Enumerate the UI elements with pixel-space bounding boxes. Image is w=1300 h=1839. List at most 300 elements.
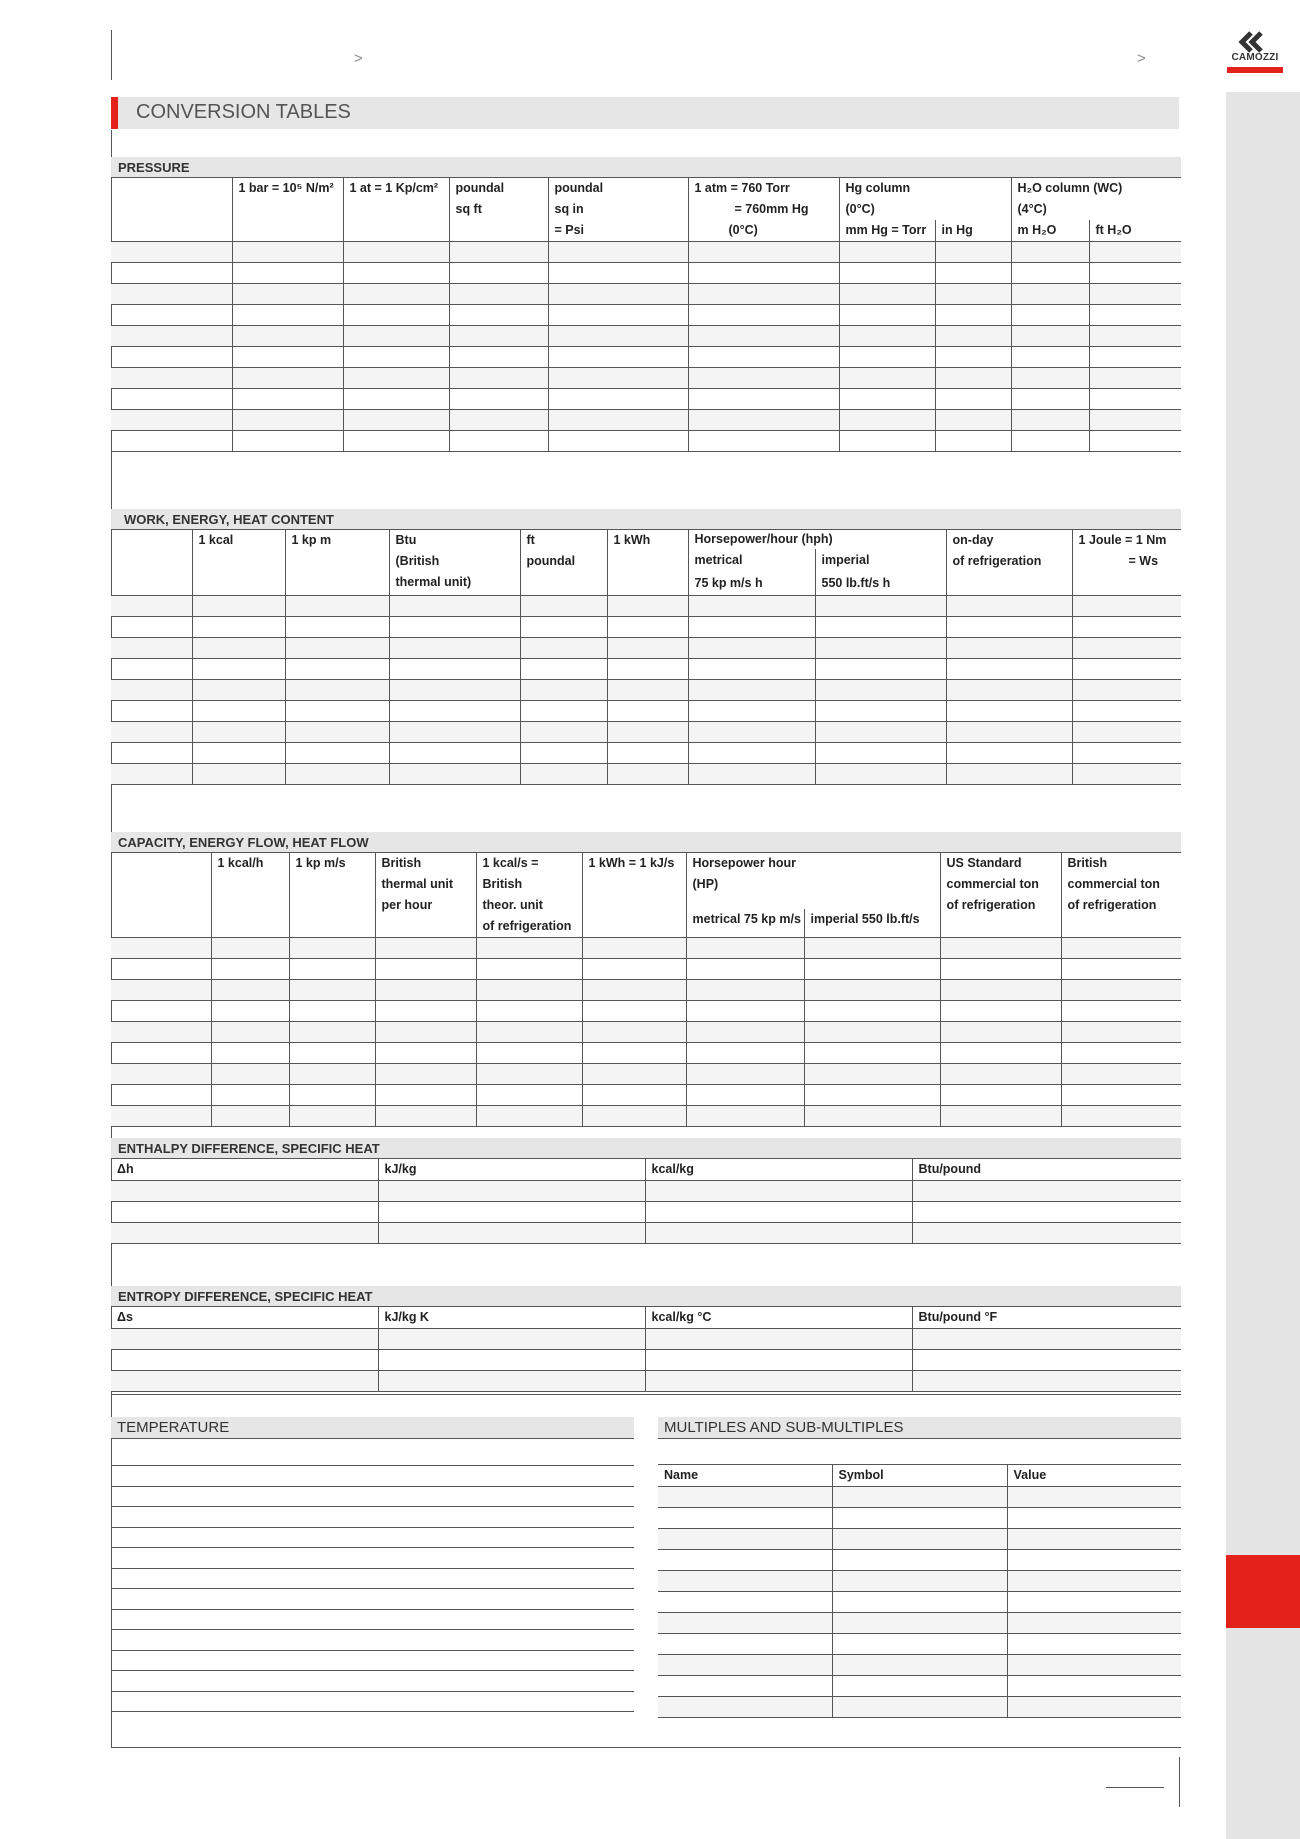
table-cell[interactable] [375,959,476,980]
table-cell[interactable] [832,1529,1007,1550]
table-cell[interactable] [1061,1106,1181,1127]
table-cell[interactable] [1007,1508,1181,1529]
table-cell[interactable] [1011,389,1089,410]
table-cell[interactable] [1089,389,1181,410]
table-cell[interactable] [375,980,476,1001]
table-cell[interactable] [935,368,1011,389]
table-cell[interactable] [1011,431,1089,452]
table-cell[interactable] [645,1350,912,1371]
table-cell[interactable] [111,1350,378,1371]
table-cell[interactable] [375,1001,476,1022]
table-cell[interactable] [832,1655,1007,1676]
table-cell[interactable] [1072,764,1181,785]
table-cell[interactable] [658,1487,832,1508]
table-cell[interactable] [935,410,1011,431]
table-cell[interactable] [935,389,1011,410]
table-cell[interactable] [940,959,1061,980]
table-cell[interactable] [111,596,192,617]
table-cell[interactable] [658,1634,832,1655]
table-cell[interactable] [607,596,688,617]
table-cell[interactable] [285,764,389,785]
table-cell[interactable] [548,347,688,368]
table-cell[interactable] [343,305,449,326]
table-cell[interactable] [111,617,192,638]
table-cell[interactable] [582,1106,686,1127]
table-cell[interactable] [1061,938,1181,959]
table-cell[interactable] [1011,305,1089,326]
table-cell[interactable] [686,959,804,980]
table-cell[interactable] [111,284,232,305]
table-cell[interactable] [232,368,343,389]
table-cell[interactable] [1007,1529,1181,1550]
table-cell[interactable] [1011,242,1089,263]
temperature-row-line[interactable] [111,1527,634,1528]
table-cell[interactable] [548,242,688,263]
table-cell[interactable] [582,938,686,959]
table-cell[interactable] [111,368,232,389]
table-cell[interactable] [548,326,688,347]
table-cell[interactable] [449,326,548,347]
table-cell[interactable] [389,680,520,701]
table-cell[interactable] [111,1371,378,1392]
table-cell[interactable] [548,305,688,326]
table-cell[interactable] [1007,1571,1181,1592]
table-cell[interactable] [658,1529,832,1550]
table-cell[interactable] [832,1487,1007,1508]
table-cell[interactable] [1089,284,1181,305]
table-cell[interactable] [658,1592,832,1613]
table-cell[interactable] [645,1371,912,1392]
table-cell[interactable] [839,326,935,347]
table-cell[interactable] [289,1085,375,1106]
table-cell[interactable] [1011,410,1089,431]
table-cell[interactable] [804,980,940,1001]
table-cell[interactable] [688,680,815,701]
table-cell[interactable] [686,938,804,959]
table-cell[interactable] [935,305,1011,326]
table-cell[interactable] [211,1106,289,1127]
table-cell[interactable] [285,743,389,764]
table-cell[interactable] [232,347,343,368]
table-cell[interactable] [449,347,548,368]
table-cell[interactable] [343,242,449,263]
table-cell[interactable] [548,389,688,410]
section-tab[interactable] [1226,1555,1300,1628]
table-cell[interactable] [343,431,449,452]
table-cell[interactable] [940,938,1061,959]
table-cell[interactable] [289,1022,375,1043]
table-cell[interactable] [946,638,1072,659]
table-cell[interactable] [839,263,935,284]
table-cell[interactable] [832,1592,1007,1613]
table-cell[interactable] [389,701,520,722]
table-cell[interactable] [946,659,1072,680]
table-cell[interactable] [111,326,232,347]
table-cell[interactable] [520,659,607,680]
table-cell[interactable] [686,1064,804,1085]
table-cell[interactable] [520,701,607,722]
table-cell[interactable] [804,1085,940,1106]
table-cell[interactable] [378,1371,645,1392]
table-cell[interactable] [815,701,946,722]
table-cell[interactable] [688,638,815,659]
temperature-row-line[interactable] [111,1547,634,1548]
table-cell[interactable] [832,1571,1007,1592]
table-cell[interactable] [111,242,232,263]
table-cell[interactable] [343,326,449,347]
table-cell[interactable] [111,764,192,785]
table-cell[interactable] [1061,1022,1181,1043]
table-cell[interactable] [645,1181,912,1202]
table-cell[interactable] [520,638,607,659]
table-cell[interactable] [111,680,192,701]
temperature-row-line[interactable] [111,1465,634,1466]
table-cell[interactable] [645,1202,912,1223]
table-cell[interactable] [289,959,375,980]
table-cell[interactable] [839,410,935,431]
temperature-row-line[interactable] [111,1609,634,1610]
table-cell[interactable] [935,326,1011,347]
table-cell[interactable] [476,1001,582,1022]
table-cell[interactable] [940,1022,1061,1043]
table-cell[interactable] [839,242,935,263]
table-cell[interactable] [1061,1085,1181,1106]
table-cell[interactable] [832,1613,1007,1634]
table-cell[interactable] [688,347,839,368]
table-cell[interactable] [607,701,688,722]
table-cell[interactable] [688,305,839,326]
table-cell[interactable] [449,368,548,389]
table-cell[interactable] [1007,1676,1181,1697]
table-cell[interactable] [520,596,607,617]
table-cell[interactable] [607,617,688,638]
table-cell[interactable] [389,659,520,680]
table-cell[interactable] [375,1022,476,1043]
table-cell[interactable] [375,1043,476,1064]
table-cell[interactable] [815,743,946,764]
table-cell[interactable] [1007,1613,1181,1634]
table-cell[interactable] [289,1043,375,1064]
table-cell[interactable] [449,389,548,410]
table-cell[interactable] [940,1043,1061,1064]
table-cell[interactable] [815,617,946,638]
table-cell[interactable] [285,701,389,722]
table-cell[interactable] [111,1001,211,1022]
table-cell[interactable] [211,1022,289,1043]
table-cell[interactable] [832,1508,1007,1529]
table-cell[interactable] [607,659,688,680]
table-cell[interactable] [658,1571,832,1592]
table-cell[interactable] [946,701,1072,722]
table-cell[interactable] [520,617,607,638]
table-cell[interactable] [832,1676,1007,1697]
temperature-row-line[interactable] [111,1711,634,1712]
table-cell[interactable] [804,938,940,959]
table-cell[interactable] [912,1202,1181,1223]
table-cell[interactable] [449,284,548,305]
table-cell[interactable] [658,1508,832,1529]
table-cell[interactable] [804,1022,940,1043]
table-cell[interactable] [343,410,449,431]
table-cell[interactable] [476,1043,582,1064]
table-cell[interactable] [1072,722,1181,743]
table-cell[interactable] [935,347,1011,368]
table-cell[interactable] [476,1064,582,1085]
table-cell[interactable] [520,722,607,743]
table-cell[interactable] [946,680,1072,701]
table-cell[interactable] [1072,617,1181,638]
table-cell[interactable] [832,1634,1007,1655]
table-cell[interactable] [232,242,343,263]
table-cell[interactable] [192,659,285,680]
table-cell[interactable] [940,1106,1061,1127]
table-cell[interactable] [688,617,815,638]
table-cell[interactable] [912,1350,1181,1371]
table-cell[interactable] [688,368,839,389]
table-cell[interactable] [1089,326,1181,347]
table-cell[interactable] [285,680,389,701]
table-cell[interactable] [476,959,582,980]
table-cell[interactable] [192,617,285,638]
table-cell[interactable] [935,284,1011,305]
table-cell[interactable] [1007,1550,1181,1571]
table-cell[interactable] [111,1106,211,1127]
table-cell[interactable] [607,638,688,659]
table-cell[interactable] [378,1223,645,1244]
table-cell[interactable] [192,722,285,743]
table-cell[interactable] [476,1022,582,1043]
table-cell[interactable] [1089,347,1181,368]
temperature-row-line[interactable] [111,1588,634,1589]
table-cell[interactable] [1089,410,1181,431]
table-cell[interactable] [688,764,815,785]
table-cell[interactable] [192,743,285,764]
table-cell[interactable] [946,596,1072,617]
table-cell[interactable] [111,701,192,722]
temperature-row-line[interactable] [111,1506,634,1507]
table-cell[interactable] [1061,1001,1181,1022]
table-cell[interactable] [940,980,1061,1001]
table-cell[interactable] [343,368,449,389]
table-cell[interactable] [343,347,449,368]
table-cell[interactable] [688,596,815,617]
table-cell[interactable] [232,284,343,305]
table-cell[interactable] [389,596,520,617]
table-cell[interactable] [1061,980,1181,1001]
table-cell[interactable] [111,1181,378,1202]
table-cell[interactable] [378,1329,645,1350]
table-cell[interactable] [375,938,476,959]
table-cell[interactable] [343,389,449,410]
table-cell[interactable] [192,680,285,701]
table-cell[interactable] [582,1022,686,1043]
table-cell[interactable] [582,1064,686,1085]
table-cell[interactable] [1007,1592,1181,1613]
table-cell[interactable] [111,347,232,368]
table-cell[interactable] [111,263,232,284]
table-cell[interactable] [804,1001,940,1022]
table-cell[interactable] [688,659,815,680]
table-cell[interactable] [449,431,548,452]
table-cell[interactable] [476,980,582,1001]
table-cell[interactable] [912,1371,1181,1392]
table-cell[interactable] [1011,326,1089,347]
table-cell[interactable] [111,980,211,1001]
table-cell[interactable] [289,1001,375,1022]
table-cell[interactable] [192,764,285,785]
table-cell[interactable] [1072,743,1181,764]
table-cell[interactable] [935,263,1011,284]
table-cell[interactable] [548,410,688,431]
table-cell[interactable] [940,1085,1061,1106]
table-cell[interactable] [658,1676,832,1697]
table-cell[interactable] [389,743,520,764]
table-cell[interactable] [688,284,839,305]
table-cell[interactable] [449,410,548,431]
table-cell[interactable] [688,263,839,284]
table-cell[interactable] [476,1085,582,1106]
table-cell[interactable] [815,659,946,680]
table-cell[interactable] [232,410,343,431]
table-cell[interactable] [232,431,343,452]
table-cell[interactable] [1089,263,1181,284]
table-cell[interactable] [1072,659,1181,680]
table-cell[interactable] [686,1001,804,1022]
table-cell[interactable] [232,305,343,326]
temperature-row-line[interactable] [111,1629,634,1630]
table-cell[interactable] [912,1181,1181,1202]
table-cell[interactable] [688,410,839,431]
table-cell[interactable] [285,638,389,659]
table-cell[interactable] [111,410,232,431]
table-cell[interactable] [688,743,815,764]
table-cell[interactable] [211,1085,289,1106]
table-cell[interactable] [688,701,815,722]
table-cell[interactable] [1007,1487,1181,1508]
table-cell[interactable] [211,1064,289,1085]
table-cell[interactable] [1089,368,1181,389]
table-cell[interactable] [192,701,285,722]
table-cell[interactable] [111,638,192,659]
table-cell[interactable] [375,1064,476,1085]
table-cell[interactable] [686,1106,804,1127]
table-cell[interactable] [839,389,935,410]
table-cell[interactable] [686,1043,804,1064]
table-cell[interactable] [688,722,815,743]
table-cell[interactable] [946,764,1072,785]
table-cell[interactable] [839,368,935,389]
table-cell[interactable] [111,431,232,452]
table-cell[interactable] [285,617,389,638]
table-cell[interactable] [375,1085,476,1106]
table-cell[interactable] [658,1550,832,1571]
table-cell[interactable] [520,680,607,701]
table-cell[interactable] [935,431,1011,452]
table-cell[interactable] [815,764,946,785]
table-cell[interactable] [946,743,1072,764]
table-cell[interactable] [289,938,375,959]
table-cell[interactable] [940,1064,1061,1085]
table-cell[interactable] [285,596,389,617]
table-cell[interactable] [940,1001,1061,1022]
table-cell[interactable] [686,1022,804,1043]
table-cell[interactable] [520,764,607,785]
table-cell[interactable] [582,1001,686,1022]
table-cell[interactable] [607,680,688,701]
table-cell[interactable] [211,1001,289,1022]
table-cell[interactable] [111,1202,378,1223]
table-cell[interactable] [688,389,839,410]
table-cell[interactable] [804,1106,940,1127]
table-cell[interactable] [645,1223,912,1244]
table-cell[interactable] [520,743,607,764]
table-cell[interactable] [832,1697,1007,1718]
table-cell[interactable] [211,980,289,1001]
temperature-row-line[interactable] [111,1486,634,1487]
table-cell[interactable] [912,1223,1181,1244]
table-cell[interactable] [476,1106,582,1127]
table-cell[interactable] [389,722,520,743]
table-cell[interactable] [658,1697,832,1718]
table-cell[interactable] [378,1350,645,1371]
table-cell[interactable] [1072,701,1181,722]
table-cell[interactable] [582,1085,686,1106]
table-cell[interactable] [804,959,940,980]
table-cell[interactable] [686,1085,804,1106]
table-cell[interactable] [1011,347,1089,368]
table-cell[interactable] [378,1202,645,1223]
table-cell[interactable] [946,722,1072,743]
temperature-row-line[interactable] [111,1568,634,1569]
table-cell[interactable] [232,263,343,284]
table-cell[interactable] [658,1655,832,1676]
table-cell[interactable] [688,242,839,263]
table-cell[interactable] [211,959,289,980]
table-cell[interactable] [839,284,935,305]
table-cell[interactable] [1072,680,1181,701]
table-cell[interactable] [804,1064,940,1085]
table-cell[interactable] [449,305,548,326]
table-cell[interactable] [1089,305,1181,326]
table-cell[interactable] [804,1043,940,1064]
table-cell[interactable] [111,1043,211,1064]
temperature-row-line[interactable] [111,1670,634,1671]
temperature-row-line[interactable] [111,1650,634,1651]
table-cell[interactable] [111,743,192,764]
table-cell[interactable] [1007,1634,1181,1655]
table-cell[interactable] [815,722,946,743]
table-cell[interactable] [548,368,688,389]
table-cell[interactable] [607,743,688,764]
table-cell[interactable] [111,1022,211,1043]
table-cell[interactable] [378,1181,645,1202]
table-cell[interactable] [815,680,946,701]
table-cell[interactable] [839,347,935,368]
table-cell[interactable] [389,617,520,638]
table-cell[interactable] [607,764,688,785]
table-cell[interactable] [1072,638,1181,659]
table-cell[interactable] [1007,1697,1181,1718]
table-cell[interactable] [839,431,935,452]
table-cell[interactable] [111,659,192,680]
table-cell[interactable] [111,1223,378,1244]
table-cell[interactable] [375,1106,476,1127]
table-cell[interactable] [1007,1655,1181,1676]
table-cell[interactable] [211,938,289,959]
temperature-row-line[interactable] [111,1691,634,1692]
table-cell[interactable] [289,1064,375,1085]
table-cell[interactable] [582,1043,686,1064]
